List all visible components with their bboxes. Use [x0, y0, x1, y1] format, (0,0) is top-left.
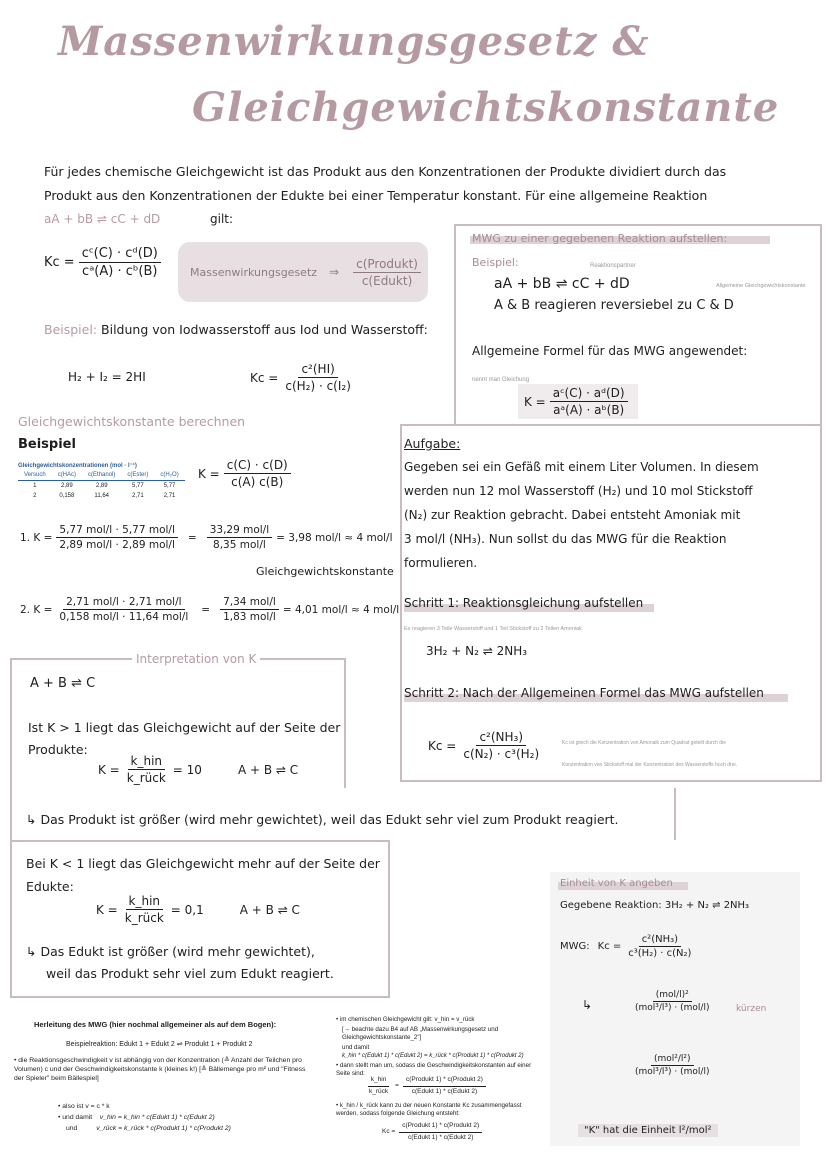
- interp-lt1-react: A + B ⇌ C: [239, 902, 300, 917]
- conc-table-caption: Gleichgewichtskonzentrationen (mol · l⁻¹): [18, 463, 137, 469]
- schritt2-note2: Konzentration von Stickstoff mal der Konzentration des Wasserstoffs hoch drei.: [562, 762, 737, 768]
- interp-gt1-den: k_rück: [126, 771, 166, 785]
- table-row: [18, 481, 185, 492]
- conc-table-wrap: [18, 462, 185, 501]
- aufgabe-line: Gegeben sei ein Gefäß mit einem Liter Volumen. In diesem: [404, 460, 759, 474]
- einheit-heading: Einheit von K angeben: [560, 878, 673, 889]
- herleitung-sub1: • also ist v = c * k: [58, 1103, 110, 1110]
- cell: 1: [33, 483, 37, 490]
- cell: 11,64: [94, 493, 109, 500]
- col-header: c(H₂O): [154, 470, 184, 481]
- herleitung-bullet1: • die Reaktionsgeschwindigkeit v ist abhängig von der Konzentration (≙ Anzahl der Teilchen pro Volumen) c und der Geschwindigkeitskonstante k (kleines k!) [≙ Bällemenge pro m² und "Fitness der Spieler" beim Bällespiel]: [14, 1057, 306, 1083]
- allg-k-num: aᶜ(C) · aᵈ(D): [550, 386, 628, 402]
- einheit-frac1: [628, 990, 716, 1013]
- mwg-numerator: cᶜ(C) · cᵈ(D): [79, 246, 161, 263]
- herleitung-r-bullet3: • k_hin / k_rück kann zu der neuen Konstante Kc zusammengefasst werden, sodass folgende Gleichung entsteht:: [336, 1102, 522, 1118]
- r-frac-r-den: c(Edukt 1) * c(Edukt 2): [411, 1087, 478, 1095]
- aufgabe-line: werden nun 12 mol Wasserstoff (H₂) und 10 mol Stickstoff: [404, 484, 753, 498]
- calc2-prefix: 2. K =: [20, 603, 53, 616]
- intro-reaction: aA + bB ⇌ cC + dD: [44, 212, 161, 226]
- r-frac-l-num: k_hin: [368, 1076, 390, 1087]
- einheit-f1-num: (mol/l)²: [653, 990, 692, 1002]
- berechnen-heading: Gleichgewichtskonstante berechnen: [18, 414, 246, 429]
- calc1-prefix: 1. K =: [20, 531, 53, 544]
- mwg-box-label: Massenwirkungsgesetz: [190, 265, 318, 279]
- aufgabe-line: 3 mol/l (NH₃). Nun sollst du das MWG für die Reaktion: [404, 532, 727, 546]
- schritt2-kc-den: c(N₂) · c³(H₂): [463, 747, 540, 761]
- interp-gt1-formula: [98, 754, 298, 785]
- k-formula: [198, 458, 295, 489]
- einheit-arrow-icon: ↳: [582, 998, 593, 1012]
- col-header: Versuch: [18, 470, 52, 481]
- mwg-general-formula: [44, 246, 165, 279]
- interp-gt1-line2: Produkte:: [28, 742, 88, 757]
- schritt2: Schritt 2: Nach der Allgemeinen Formel das MWG aufstellen: [404, 686, 764, 700]
- intro-gilt: gilt:: [210, 212, 234, 226]
- cell: 5,77: [163, 483, 176, 490]
- herleitung-r-bullet1b: [→ beachte dazu B4 auf AB „Massenwirkungsgesetz und Gleichgewichtskonstante_2"]: [342, 1026, 499, 1042]
- einheit-kc-lhs: Kc =: [597, 941, 622, 952]
- schritt1: Schritt 1: Reaktionsgleichung aufstellen: [404, 596, 644, 610]
- iod-kc-num: c²(HI): [298, 362, 337, 378]
- table-row: [18, 491, 185, 501]
- iod-reaction: H₂ + I₂ = 2HI: [68, 370, 146, 384]
- interp-gt1-val: = 10: [172, 762, 202, 777]
- mwg-aufstellen-box-top: [454, 224, 822, 426]
- cell: 2,89: [61, 483, 73, 490]
- interp-lt1-line1: Bei K < 1 liegt das Gleichgewicht mehr auf der Seite der: [26, 856, 380, 871]
- calc2-result: = 4,01 mol/l ≈ 4 mol/l: [282, 603, 400, 616]
- page-title-line2: Gleichgewichtskonstante: [192, 84, 780, 131]
- herleitung-heading: Herleitung des MWG (hier nochmal allgemeiner als auf dem Bogen):: [34, 1020, 277, 1029]
- calc2-num: 2,71 mol/l · 2,71 mol/l: [63, 596, 185, 610]
- aufgabe-line: formulieren.: [404, 556, 478, 570]
- calc1-den: 2,89 mol/l · 2,89 mol/l: [59, 539, 175, 551]
- einheit-mwg: [560, 934, 698, 959]
- einheit-kc-num: c²(NH₃): [639, 934, 681, 947]
- interp-lt1-expl2: weil das Produkt sehr viel zum Edukt reagiert.: [46, 966, 334, 981]
- calc2-eq-den: 1,83 mol/l: [223, 611, 276, 623]
- interp-gt1-line1: Ist K > 1 liegt das Gleichgewicht auf der Seite der: [28, 720, 341, 735]
- mwg-aufstellen-side-note: Allgemeine Gleichgewichtskonstante: [716, 283, 806, 289]
- interp-lt1-val: = 0,1: [170, 902, 204, 917]
- gk-label: Gleichgewichtskonstante: [256, 565, 394, 578]
- interp-lt1-line2: Edukte:: [26, 879, 74, 894]
- interp-k-lhs-2: K =: [96, 902, 118, 917]
- cell: 2,89: [95, 483, 108, 490]
- herleitung-sub3: und v_rück = k_rück * c(Produkt 1) * c(Produkt 2): [66, 1125, 231, 1132]
- herleitung-r-frac: $\frac{\text{k\_hin}}{\text{k\_rück}}$ = $\frac{\text{c(Produkt 1) * c(Produkt 2)}}{\text{c(Edukt 1) * c(Edukt 2)}}$: [362, 1076, 490, 1097]
- reaktionspartner-label: Reaktionspartner: [590, 263, 636, 269]
- iod-kc: [250, 362, 358, 393]
- einheit-f1-den: (mol³/l³) · (mol/l): [635, 1003, 710, 1013]
- calc1-eq-num: 33,29 mol/l: [207, 524, 272, 538]
- col-header: c(HAc): [52, 470, 82, 481]
- interpretation-heading: Interpretation von K: [132, 652, 260, 666]
- interp-lt1-num: k_hin: [126, 894, 164, 910]
- intro-line1: Für jedes chemische Gleichgewicht ist das Produkt aus den Konzentrationen der Produkte dividiert durch das: [44, 164, 727, 179]
- allg-formel: Allgemeine Formel für das MWG angewendet:: [472, 344, 748, 358]
- r-frac-r-num: c(Produkt 1) * c(Produkt 2): [403, 1076, 486, 1087]
- intro-line2: Produkt aus den Konzentrationen der Edukte bei einer Temperatur konstant. Für eine allgemeine Reaktion: [44, 188, 708, 203]
- interp-lt1-den: k_rück: [124, 911, 164, 925]
- k-den: c(A) c(B): [231, 475, 284, 489]
- mwg-summary-box: [178, 242, 428, 302]
- cell: 2,71: [132, 493, 144, 500]
- einheit-reaction: Gegebene Reaktion: 3H₂ + N₂ ⇌ 2NH₃: [560, 900, 750, 911]
- cell: 5,77: [132, 483, 144, 490]
- interp-gt1-react: A + B ⇌ C: [237, 762, 299, 777]
- mwg-aufstellen-heading: MWG zu einer gegebenen Reaktion aufstellen:: [472, 232, 728, 245]
- mwg-box-den: c(Edukt): [361, 273, 413, 288]
- aufgabe-line: (N₂) zur Reaktion gebracht. Dabei entsteht Amoniak mit: [404, 508, 741, 522]
- page-title-line1: Massenwirkungsgesetz &: [58, 18, 650, 65]
- herleitung-kc-num: c(Produkt 1) * c(Produkt 2): [399, 1122, 482, 1133]
- mwg-denominator: cᵃ(A) · cᵇ(B): [82, 264, 158, 279]
- iod-kc-lhs: Kc =: [250, 370, 279, 385]
- berechnen-sub: Beispiel: [18, 437, 76, 452]
- einheit-kc-den: c³(H₂) · c(N₂): [628, 948, 692, 959]
- mwg-lhs: Kc =: [44, 255, 75, 270]
- calc2-eq-num: 7,34 mol/l: [220, 596, 279, 610]
- schritt1-reaction: 3H₂ + N₂ ⇌ 2NH₃: [426, 644, 528, 658]
- einheit-f2-den: (mol³/l³) · (mol/l): [635, 1067, 710, 1077]
- schritt2-kc-lhs: Kc =: [428, 738, 457, 753]
- k-lhs: K =: [198, 466, 220, 481]
- mwg-box-num: c(Produkt): [353, 257, 421, 273]
- calc1-eq-den: 8,35 mol/l: [213, 539, 266, 551]
- allg-k-lhs: K =: [524, 394, 546, 409]
- cell: 2,71: [163, 493, 176, 500]
- allg-k-den: aᵃ(A) · aᵇ(B): [553, 403, 625, 417]
- calc1-result: = 3,98 mol/l ≈ 4 mol/l: [276, 531, 393, 544]
- mwg-aufstellen-reaction: aA + bB ⇌ cC + dD: [494, 276, 630, 292]
- nennt-man: nennt man Gleichung: [472, 377, 530, 383]
- mwg-aufstellen-beispiel: Beispiel:: [472, 256, 519, 269]
- herleitung-kc: [382, 1122, 486, 1143]
- herleitung-reaction: Beispielreaktion: Edukt 1 + Edukt 2 ⇌ Produkt 1 + Produkt 2: [66, 1041, 253, 1048]
- beispiel-label: Beispiel:: [44, 322, 98, 337]
- k-num: c(C) · c(D): [224, 458, 291, 474]
- einheit-frac2: [628, 1054, 716, 1077]
- col-header: c(Ethanol): [82, 470, 121, 481]
- aufgabe-label: Aufgabe:: [404, 436, 461, 451]
- interp-reaction: A + B ⇌ C: [30, 676, 96, 691]
- interp-lt1-formula: [96, 894, 300, 925]
- einheit-result: "K" hat die Einheit l²/mol²: [578, 1124, 718, 1137]
- schritt2-kc: [428, 730, 546, 761]
- interp-k-lhs: K =: [98, 762, 120, 777]
- cell: 2: [33, 493, 37, 500]
- calc-2: 2. K = $\frac{\text{2,71 mol/l · 2,71 mol/l}}{\text{0,158 mol/l · 11,64 mol/l}}$ = $\frac{\text{7,34 mol/l}}{\text{1,83 mol/l}}$ = 4,01 mol/l ≈ 4 mol/l: [20, 596, 400, 623]
- allg-k-formula: [518, 384, 638, 419]
- einheit-mwg-label: MWG:: [560, 941, 590, 952]
- interp-gt1-num: k_hin: [128, 754, 166, 770]
- calc1-num: 5,77 mol/l · 5,77 mol/l: [56, 524, 178, 538]
- r-frac-l-den: k_rück: [369, 1087, 389, 1095]
- einheit-f2-num: (mol²/l²): [651, 1054, 694, 1066]
- kuerzen-label: kürzen: [736, 1004, 767, 1014]
- herleitung-r-bullet2: • dann stellt man um, sodass die Geschwindigkeitskonstanten auf einer Seite sind:: [336, 1062, 532, 1078]
- beispiel-text: Bildung von Iodwasserstoff aus Iod und Wasserstoff:: [101, 322, 428, 337]
- schritt1-note: Es reagieren 3 Teile Wasserstoff und 1 Teil Stickstoff zu 2 Teilen Amoniak: [404, 626, 582, 632]
- herleitung-r-bullet1: • im chemischen Gleichgewicht gilt: v_hin = v_rück: [336, 1016, 475, 1023]
- cell: 0,158: [59, 493, 75, 500]
- mwg-aufstellen-ab: A & B reagieren reversiebel zu C & D: [494, 298, 734, 313]
- col-header: c(Ester): [121, 470, 154, 481]
- schritt2-note1: Kc ist gleich die Konzentration von Amonaik zum Quadrat geteilt durch die: [562, 740, 726, 746]
- herleitung-r-bullet1d: k_hin * c(Edukt 1) * c(Edukt 2) = k_rück * c(Produkt 1) * c(Produkt 2): [342, 1053, 524, 1059]
- calc2-den: 0,158 mol/l · 11,64 mol/l: [59, 611, 189, 623]
- schritt2-kc-num: c²(NH₃): [476, 730, 526, 746]
- herleitung-r-bullet1c: und damit: [342, 1044, 370, 1051]
- conc-table: [18, 470, 185, 501]
- iod-kc-den: c(H₂) · c(I₂): [285, 379, 351, 393]
- beispiel-iod: [44, 322, 428, 337]
- interp-lt1-expl1: ↳ Das Edukt ist größer (wird mehr gewichtet),: [26, 944, 315, 959]
- calc-1: 1. K = $\frac{\text{5,77 mol/l · 5,77 mol/l}}{\text{2,89 mol/l · 2,89 mol/l}}$ = $\frac{\text{33,29 mol/l}}{\text{8,35 mol/l}}$ = 3,98 mol/l ≈ 4 mol/l: [20, 524, 393, 551]
- herleitung-kc-lhs: Kc =: [382, 1127, 396, 1135]
- herleitung-sub2: • und damit v_hin = k_hin * c(Edukt 1) * c(Edukt 2): [58, 1114, 215, 1121]
- interp-gt1-expl: ↳ Das Produkt ist größer (wird mehr gewichtet), weil das Edukt sehr viel zum Produkt reagiert.: [26, 812, 619, 827]
- herleitung-kc-den: c(Edukt 1) * c(Edukt 2): [407, 1133, 474, 1141]
- mwg-box-arrow: ⇒: [329, 265, 340, 279]
